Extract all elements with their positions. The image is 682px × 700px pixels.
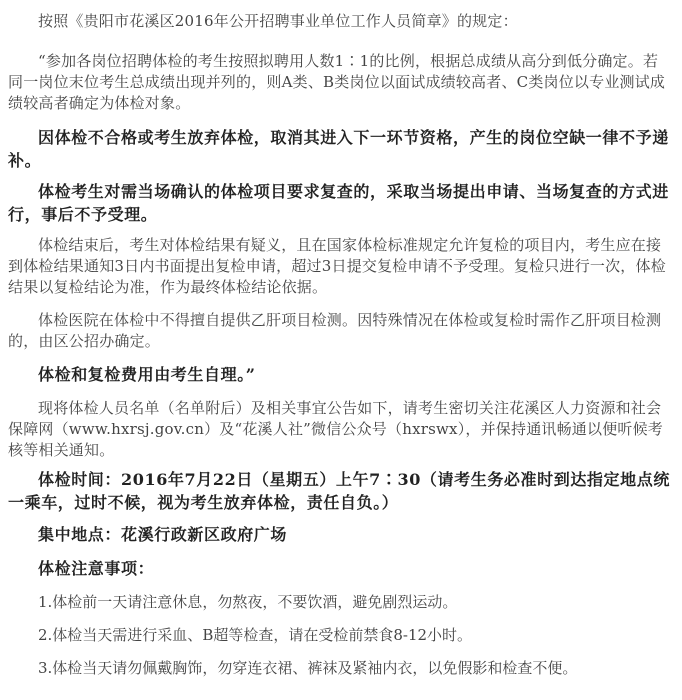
recheck-paragraph: 体检结束后，考生对体检结果有疑义，且在国家体检标准规定允许复检的项目内，考生应在接到体检结果通知3日内书面提出复检申请，超过3日提交复检申请不予受理。复检只进行一次，体检结果以复检结论为准，作为最终体检结论依据。: [8, 236, 666, 296]
notice-paragraph: 现将体检人员名单（名单附后）及相关事宜公告如下，请考生密切关注花溪区人力资源和社会保障网（www.hxrsj.gov.cn）及“花溪人社”微信公众号（hxrswx），并保持通讯畅通以便听候考核等相关通知。: [8, 399, 663, 459]
onsite-review-paragraph: 体检考生对需当场确认的体检项目要求复查的，采取当场提出申请、当场复查的方式进行，事后不予受理。: [8, 182, 669, 224]
fees-paragraph: 体检和复检费用由考生自理。”: [38, 365, 256, 384]
hepatitis-paragraph: 体检医院在体检中不得擅自提供乙肝项目检测。因特殊情况在体检或复检时需作乙肝项目检测的，由区公招办确定。: [8, 311, 662, 350]
quote-rule-paragraph: “参加各岗位招聘体检的考生按照拟聘用人数1∶1的比例，根据总成绩从高分到低分确定。若同一岗位末位考生总成绩出现并列的，则A类、B类岗位以面试成绩较高者、C类岗位以专业测试成绩较高者确定为体检对象。: [8, 52, 666, 112]
note-item-1: 1.体检前一天请注意休息，勿熬夜，不要饮酒，避免剧烈运动。: [38, 593, 458, 611]
notes-title: 体检注意事项：: [38, 559, 155, 578]
disqualify-paragraph: 因体检不合格或考生放弃体检，取消其进入下一环节资格，产生的岗位空缺一律不予递补。: [8, 128, 669, 170]
location-paragraph: 集中地点：花溪行政新区政府广场: [38, 525, 288, 544]
intro-paragraph: 按照《贵阳市花溪区2016年公开招聘事业单位工作人员简章》的规定：: [38, 12, 518, 30]
note-item-2: 2.体检当天需进行采血、B超等检查，请在受检前禁食8-12小时。: [38, 626, 473, 644]
time-paragraph: 体检时间：2016年7月22日（星期五）上午7∶30（请考生务必准时到达指定地点统一乘车，过时不候，视为考生放弃体检，责任自负。）: [8, 470, 670, 512]
note-item-3: 3.体检当天请勿佩戴胸饰，勿穿连衣裙、裤袜及紧袖内衣，以免假影和检查不便。: [38, 659, 578, 677]
